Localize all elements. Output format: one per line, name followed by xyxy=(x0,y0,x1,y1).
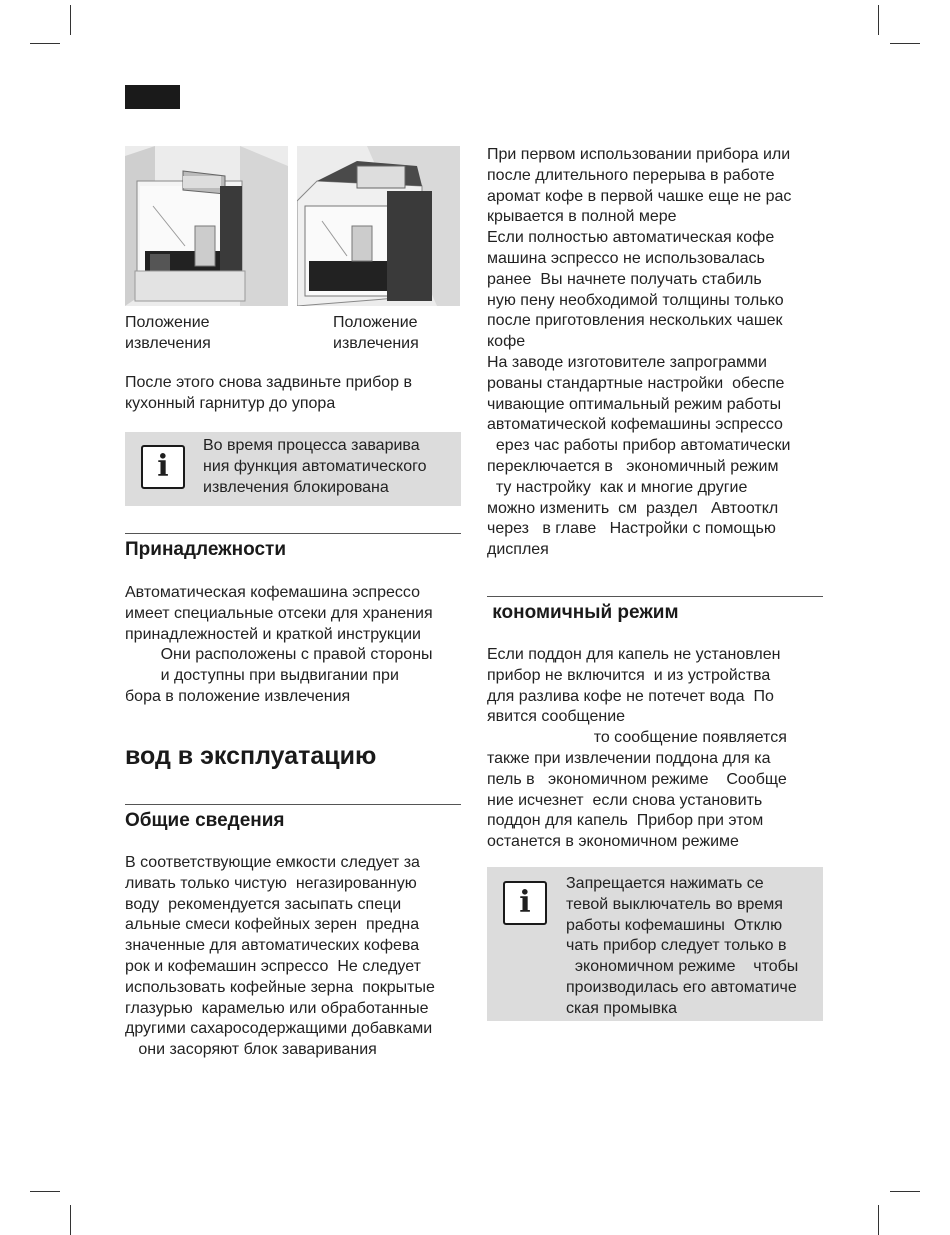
info-note-2 xyxy=(487,867,823,1021)
section-divider xyxy=(487,596,823,597)
language-tab xyxy=(125,85,180,109)
info-note-text: Запрещается нажимать се тевой выключатель во время работы кофемашины Отклю чать прибор следует только в экономичном режиме чтобы производилась его автоматиче ская промывка xyxy=(566,875,799,1017)
crop-mark xyxy=(30,43,60,44)
heading-accessories: Принадлежности xyxy=(125,539,287,560)
paragraph-accessories: Автоматическая кофемашина эспрессо имеет специальные отсеки для хранения принадлежностей и краткой инструкции Они расположены с правой стороны и доступны при выдвигании при бора в положение извлечения xyxy=(125,584,433,705)
section-divider xyxy=(125,804,461,805)
crop-mark xyxy=(878,5,879,35)
paragraph-drip-tray: Если поддон для капель не установлен прибор не включится и из устройства для разлива кофе не потечет вода По явится сообщение то сообщение появляется также при извлечении поддона для ка пель в экономичном режиме Сообще ние исчезнет если снова установить поддон для капель Прибор при этом останется в экономичном режиме xyxy=(487,646,787,851)
paragraph-first-use: При первом использовании прибора или после длительного перерыва в работе аромат кофе в первой чашке еще не рас крывается в полной мере Если полностью автоматическая кофе машина эспрессо не использовалась ранее Вы начнете получать стабиль ную пену необходимой толщины только после приготовления нескольких чашек кофе На заводе изготовителе запрограмми рованы стандартные настройки обеспе чивающие оптимальный режим работы автоматической кофемашины эспрессо ерез час работы прибор автоматически переключается в экономичный режим ту настройку как и многие другие можно изменить см раздел Автооткл через в главе Настройки с помощью дисплея xyxy=(487,146,792,559)
crop-mark xyxy=(70,5,71,35)
info-note-text: Во время процесса заварива ния функция автоматического извлечения блокирована xyxy=(203,437,427,496)
chapter-title: вод в эксплуатацию xyxy=(125,742,377,770)
crop-mark xyxy=(890,43,920,44)
info-note-1 xyxy=(125,432,461,506)
paragraph-push-back: После этого снова задвиньте прибор в кухонный гарнитур до упора xyxy=(125,374,412,412)
section-divider xyxy=(125,533,461,534)
figure-extraction-position-1 xyxy=(125,146,288,306)
crop-mark xyxy=(70,1205,71,1235)
figure-caption-2: Положение извлечения xyxy=(333,314,419,352)
paragraph-general-info: В соответствующие емкости следует за ливать только чистую негазированную воду рекомендуется засыпать специ альные смеси кофейных зерен предна значенные для автоматических кофева рок и кофемашин эспрессо Не следует использовать кофейные зерна покрытые глазурью карамелью или обработанные другими сахаросодержащими добавками они засоряют блок заваривания xyxy=(125,854,435,1059)
info-icon: i xyxy=(503,881,547,925)
heading-eco-mode: кономичный режим xyxy=(487,602,679,623)
figure-extraction-position-2 xyxy=(297,146,460,306)
heading-general-info: Общие сведения xyxy=(125,810,285,831)
crop-mark xyxy=(30,1191,60,1192)
figure-caption-1: Положение извлечения xyxy=(125,314,211,352)
crop-mark xyxy=(890,1191,920,1192)
crop-mark xyxy=(878,1205,879,1235)
info-icon: i xyxy=(141,445,185,489)
